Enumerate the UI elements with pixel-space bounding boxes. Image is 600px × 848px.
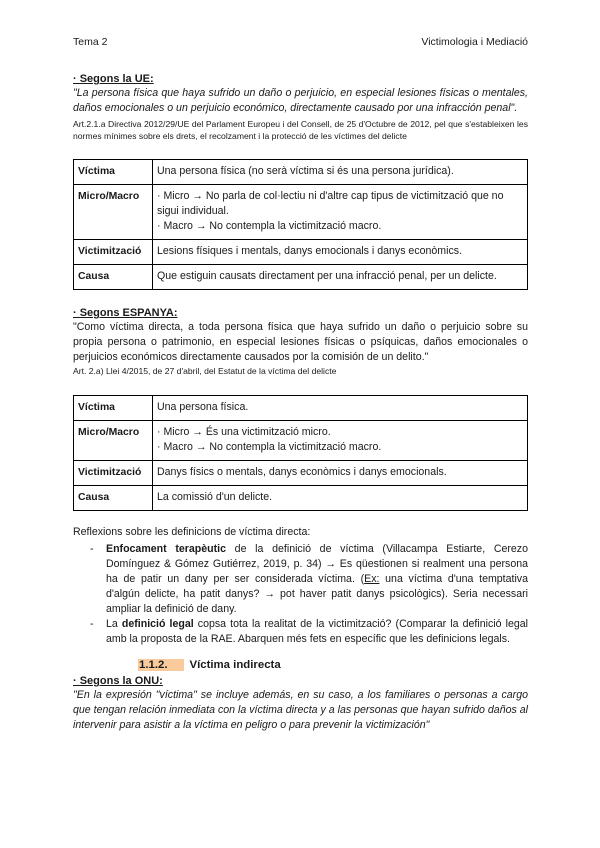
citation-spain: Art. 2.a) Llei 4/2015, de 27 d'abril, del Estatut de la víctima del delicte xyxy=(73,366,337,376)
list-dash: - xyxy=(90,543,94,555)
definition-table-spain xyxy=(73,395,528,511)
table-value xyxy=(153,421,528,461)
table-key: Micro/Macro xyxy=(74,185,153,240)
quote-onu: "En la expresión "víctima" se incluye además, en su caso, a los familiares o personas a cargo que tengan relación inmediata con la víctima directa y a las personas que hayan sufrido daños al intervenir para asistir a la víctima en peligro o para prevenir la victimización" xyxy=(73,689,528,731)
list-text: una víctima d'una temptativa d'algún delicte, ha patit danys? → pot haver patit danys psicològics). Seria necessari ampliar la definició de dany. xyxy=(106,573,528,615)
table-value-line: · Micro → No parla de col·lectiu ni d'altre cap tipus de victimització que no sigui individual. xyxy=(157,190,504,217)
subsection-title: Víctima indirecta xyxy=(189,659,281,671)
document-body xyxy=(73,72,528,733)
table-key: Víctima xyxy=(74,160,153,185)
table-value xyxy=(153,185,528,240)
list-text: La xyxy=(106,618,122,630)
subsection-heading xyxy=(138,658,528,673)
table-row xyxy=(74,240,528,265)
table-value-line: · Macro → No contempla la victimització macro. xyxy=(157,441,382,453)
table-key: Causa xyxy=(74,486,153,511)
table-value: Danys físics o mentals, danys econòmics i danys emocionals. xyxy=(153,461,528,486)
citation-ue: Art.2.1.a Directiva 2012/29/UE del Parlament Europeu i del Consell, de 25 d'Octubre de 2012, pel que s'estableixen les normes mínimes sobre els drets, el recolzament i la protecció de les víctimes del delicte xyxy=(73,119,528,141)
table-row xyxy=(74,461,528,486)
table-key: Causa xyxy=(74,265,153,290)
section-title-spain: · Segons ESPANYA: xyxy=(73,307,178,319)
table-value-line: · Micro → És una victimització micro. xyxy=(157,426,331,438)
table-value: Una persona física (no serà víctima si és una persona jurídica). xyxy=(153,160,528,185)
example-label: Ex: xyxy=(364,573,380,585)
quote-ue: "La persona física que haya sufrido un daño o perjuicio, en especial lesiones físicas o mentales, daños emocionales o un perjuicio económico, directamente causado por una infracción penal". xyxy=(73,87,528,114)
section-title-ue: · Segons la UE: xyxy=(73,73,154,85)
table-key: Víctima xyxy=(74,396,153,421)
definition-table-ue xyxy=(73,159,528,290)
list-text: copsa tota la realitat de la victimització? (Comparar la definició legal amb la proposta de la RAE. Abarquen més fets en específic que les definicions legals. xyxy=(106,618,528,645)
table-row xyxy=(74,486,528,511)
table-value: Que estiguin causats directament per una infracció penal, per un delicte. xyxy=(153,265,528,290)
list-item xyxy=(73,542,528,617)
list-text: de la definició de víctima (Villacampa Estiarte, Cerezo Domínguez & Gómez Gutiérrez, 2019, p. 34) → Es qüestionen si realment una persona ha de patir un dany per ser considerada víctima. ( xyxy=(106,543,528,585)
list-item xyxy=(73,617,528,647)
header-topic: Tema 2 xyxy=(73,36,108,48)
reflections-intro: Reflexions sobre les definicions de víctima directa: xyxy=(73,526,311,538)
list-dash: - xyxy=(90,618,94,630)
quote-spain: "Como víctima directa, a toda persona física que haya sufrido un daño o perjuicio sobre su propia persona o patrimonio, en especial lesiones físicas o psíquicas, daños emocionales o perjuicios económicos directamente causados por la comisión de un delito." xyxy=(73,321,528,363)
table-value-line: · Macro → No contempla la victimització macro. xyxy=(157,220,382,232)
table-value: La comissió d'un delicte. xyxy=(153,486,528,511)
table-key: Victimització xyxy=(74,461,153,486)
table-row xyxy=(74,265,528,290)
table-row xyxy=(74,185,528,240)
header-subject: Victimologia i Mediació xyxy=(421,36,528,48)
reflections-list xyxy=(73,542,528,647)
section-title-onu: · Segons la ONU: xyxy=(73,675,163,687)
table-value: Lesions físiques i mentals, danys emocionals i danys econòmics. xyxy=(153,240,528,265)
table-value: Una persona física. xyxy=(153,396,528,421)
table-row xyxy=(74,396,528,421)
table-row xyxy=(74,160,528,185)
subsection-number: 1.1.2. xyxy=(138,659,184,671)
table-key: Victimització xyxy=(74,240,153,265)
bold-term: definició legal xyxy=(121,618,194,630)
table-row xyxy=(74,421,528,461)
table-key: Micro/Macro xyxy=(74,421,153,461)
bold-term: Enfocament terapèutic xyxy=(106,543,226,555)
